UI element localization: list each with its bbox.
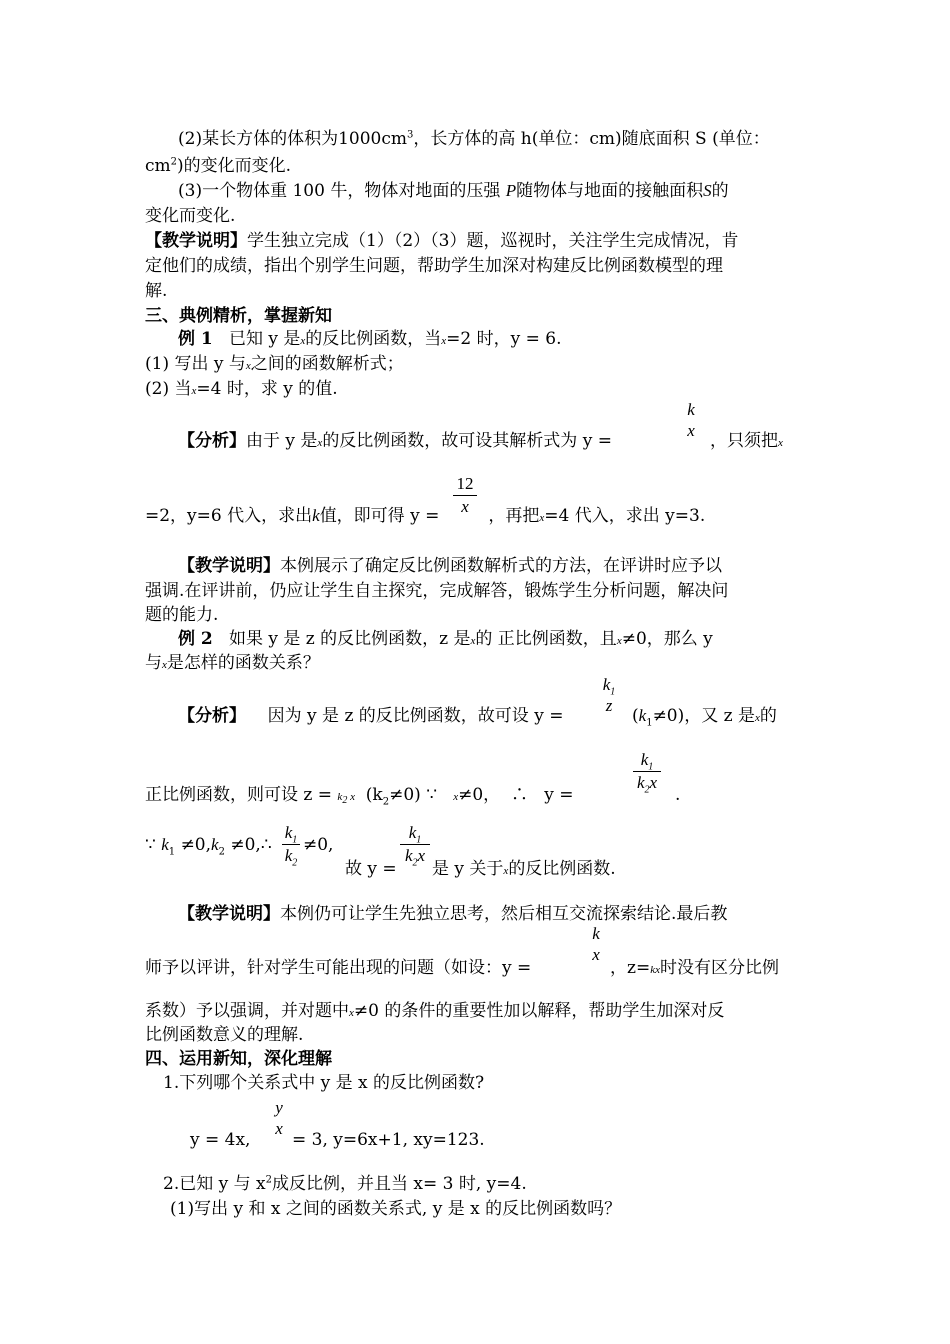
fraction-k1-over-k2x: $k_1$ $k_2x$ xyxy=(633,750,661,793)
fraction-k1-over-z: $k_1$ z xyxy=(602,675,616,715)
teaching-note-3-line2-end: ，z=kx时没有区分比例 xyxy=(610,958,779,978)
analysis-2-line4: 故 y = xyxy=(345,859,397,879)
teaching-note-3: 【教学说明】本例仍可让学生先独立思考，然后相互交流探索结论.最后教 xyxy=(178,904,728,924)
analysis-2-line1: 【分析】 因为 y 是 z 的反比例函数，故可设 y = xyxy=(178,706,564,726)
teaching-note-1-line3: 解. xyxy=(145,281,168,301)
analysis-1-line1: 【分析】由于 y 是x的反比例函数，故可设其解析式为 y = xyxy=(178,431,612,451)
question-2: 2.已知 y 与 $x^2$成反比例，并且当 x= 3 时, y=4. xyxy=(163,1174,527,1194)
fraction-y-over-x: y x xyxy=(275,1098,283,1138)
example-2-line2: 与x是怎样的函数关系？ xyxy=(145,653,320,673)
question-2-part-1: (1)写出 y 和 x 之间的函数关系式, y 是 x 的反比例函数吗？ xyxy=(170,1199,622,1219)
para-3-line2: 变化而变化. xyxy=(145,206,236,226)
analysis-2-line2: 正比例函数，则可设 $z = k_2$ x $(k_2\ne 0)$ ∵ x≠0， ∴ y = xyxy=(145,785,574,808)
fraction-result: $k_1$ $k_2x$ xyxy=(400,823,430,866)
question-1-options-end: = 3, y=6x+1, xy=123. xyxy=(292,1130,485,1150)
example-2: 例 2 如果 y 是 z 的反比例函数，z 是x的 正比例函数，且x≠0，那么 y xyxy=(178,629,713,649)
teaching-note-2-line2: 强调.在评讲前，仍应让学生自主探究，完成解答，锻炼学生分析问题，解决问 xyxy=(145,581,729,601)
para-2-line1: (2)某长方体的体积为$1000cm^3$，长方体的高 h(单位：cm)随底面积 S (单位： xyxy=(178,129,770,149)
analysis-2-line3: ∵ $k_1 \ne 0,k_2$ ≠0,∴ xyxy=(145,835,272,858)
analysis-2-line2-end: . xyxy=(675,785,681,805)
analysis-2-line1-end: $(k_1\ne 0)$，又 z 是x的 xyxy=(632,706,777,729)
fraction-12-over-x: 12 x xyxy=(453,474,477,517)
example-1-q2: (2) 当x=4 时，求 y 的值. xyxy=(145,379,338,399)
teaching-note-3-line2: 师予以评讲，针对学生可能出现的问题（如设：y = xyxy=(145,958,532,978)
fraction-k1-over-k2: $k_1$ $k_2$ xyxy=(282,823,300,866)
para-3-line1: (3)一个物体重 100 牛，物体对地面的压强 P随物体与地面的接触面积S的 xyxy=(178,181,729,201)
para-2-line2: $cm^2$)的变化而变化. xyxy=(145,156,292,176)
analysis-2-line4-end: 是 y 关于x的反比例函数. xyxy=(432,859,616,879)
example-1: 例 1 已知 y 是x的反比例函数，当x=2 时，y = 6. xyxy=(178,329,562,349)
fraction-k-over-x: k x xyxy=(687,400,695,440)
teaching-note-1-line2: 定他们的成绩，指出个别学生问题，帮助学生加深对构建反比例函数模型的理 xyxy=(145,256,723,276)
analysis-1-line2-end: ，再把x=4 代入，求出 y=3. xyxy=(488,506,706,526)
section-3-heading: 三、典例精析，掌握新知 xyxy=(145,306,332,326)
question-1: 1.下列哪个关系式中 y 是 x 的反比例函数? xyxy=(163,1073,485,1093)
teaching-note-2-line3: 题的能力. xyxy=(145,605,219,625)
fraction-k-over-x-2: k x xyxy=(592,924,600,964)
question-1-options: y = 4x, xyxy=(190,1130,251,1150)
analysis-1-line1-end: ，只须把x xyxy=(710,431,783,451)
analysis-1-line2: =2，y=6 代入，求出k值，即可得 y = xyxy=(145,506,440,526)
teaching-note-3-line4: 比例函数意义的理解. xyxy=(145,1025,304,1045)
teaching-note-3-line3: 系数）予以强调，并对题中x≠0 的条件的重要性加以解释，帮助学生加深对反 xyxy=(145,1001,725,1021)
example-1-q1: (1) 写出 y 与x之间的函数解析式； xyxy=(145,354,404,374)
analysis-2-line3-mid: ≠0, xyxy=(303,835,334,855)
teaching-note-1: 【教学说明】学生独立完成（1）（2）（3）题，巡视时，关注学生完成情况，肯 xyxy=(145,231,739,251)
teaching-note-2: 【教学说明】本例展示了确定反比例函数解析式的方法，在评讲时应予以 xyxy=(178,556,722,576)
section-4-heading: 四、运用新知，深化理解 xyxy=(145,1049,332,1069)
